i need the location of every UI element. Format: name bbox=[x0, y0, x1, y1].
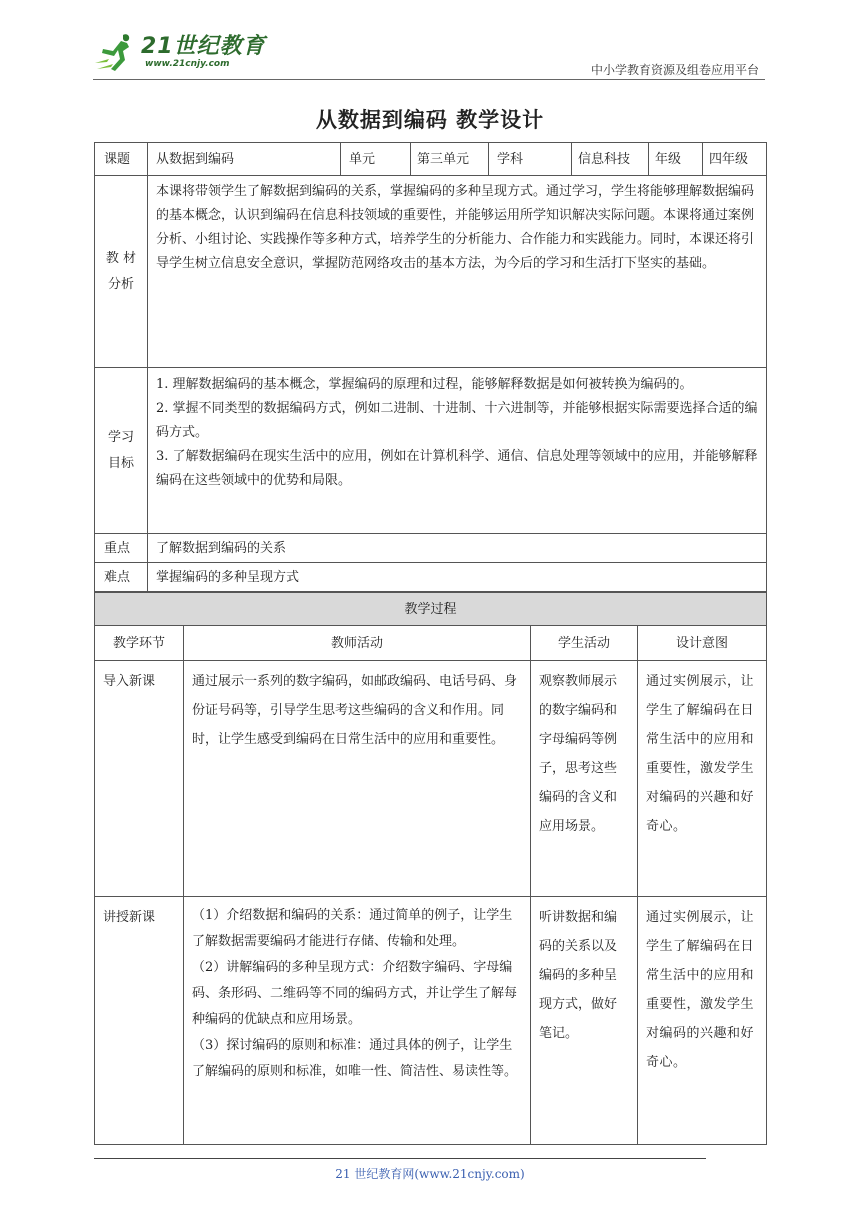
teaching-process-table bbox=[94, 592, 767, 1145]
key-label: 重点 bbox=[95, 534, 148, 563]
analysis-label bbox=[95, 176, 148, 368]
unit-label: 单元 bbox=[341, 143, 411, 176]
goals-label-line2: 目标 bbox=[107, 455, 134, 471]
teacher-cell bbox=[184, 661, 531, 897]
goals-label-line1: 学习 bbox=[107, 429, 134, 445]
page-header bbox=[93, 28, 765, 80]
teacher-paragraph: （2）讲解编码的多种呈现方式：介绍数字编码、字母编码、条形码、二维码等不同的编码方式，并让学生了解每种编码的优缺点和应用场景。 bbox=[192, 960, 518, 1027]
goal-item: 1. 理解数据编码的基本概念，掌握编码的原理和过程，能够解释数据是如何被转换为编码的。 bbox=[156, 377, 693, 392]
footer-link[interactable]: 21 世纪教育网(www.21cnjy.com) bbox=[335, 1167, 525, 1181]
course-info-table bbox=[94, 142, 767, 592]
header-intent: 设计意图 bbox=[638, 626, 767, 661]
goals-label bbox=[95, 368, 148, 534]
teacher-paragraph: 通过展示一系列的数字编码，如邮政编码、电话号码、身份证号码等，引导学生思考这些编码的含义和作用。同时，让学生感受到编码在日常生活中的应用和重要性。 bbox=[192, 674, 518, 747]
unit-value: 第三单元 bbox=[411, 143, 489, 176]
student-cell: 听讲数据和编码的关系以及编码的多种呈现方式，做好笔记。 bbox=[531, 897, 638, 1145]
student-cell: 观察教师展示的数字编码和字母编码等例子，思考这些编码的含义和应用场景。 bbox=[531, 661, 638, 897]
stage-cell: 导入新课 bbox=[95, 661, 184, 897]
runner-logo-icon bbox=[93, 29, 139, 75]
logo bbox=[93, 28, 266, 76]
intent-cell: 通过实例展示，让学生了解编码在日常生活中的应用和重要性，激发学生对编码的兴趣和好奇心。 bbox=[638, 661, 767, 897]
teacher-cell bbox=[184, 897, 531, 1145]
footer-divider bbox=[94, 1158, 706, 1159]
teacher-paragraph: （3）探讨编码的原则和标准：通过具体的例子，让学生了解编码的原则和标准，如唯一性、简洁性、易读性等。 bbox=[192, 1038, 518, 1079]
process-title: 教学过程 bbox=[95, 593, 767, 626]
course-value: 从数据到编码 bbox=[148, 143, 341, 176]
analysis-label-text: 教 材 分析 bbox=[105, 250, 137, 292]
logo-url: www.21cnjy.com bbox=[145, 59, 230, 69]
difficulty-label: 难点 bbox=[95, 563, 148, 592]
analysis-text: 本课将带领学生了解数据到编码的关系，掌握编码的多种呈现方式。通过学习，学生将能够理解数据编码的基本概念，认识到编码在信息科技领域的重要性，并能够运用所学知识解决实际问题。本课将通过案例分析、小组讨论、实践操作等多种方式，培养学生的分析能力、合作能力和实践能力。同时，本课还将引导学生树立信息安全意识，掌握防范网络攻击的基本方法，为今后的学习和生活打下坚实的基础。 bbox=[148, 176, 767, 368]
course-label: 课题 bbox=[95, 143, 148, 176]
goal-item: 2. 掌握不同类型的数据编码方式，例如二进制、十进制、十六进制等，并能够根据实际需要选择合适的编码方式。 bbox=[156, 401, 758, 440]
goal-item: 3. 了解数据编码在现实生活中的应用，例如在计算机科学、通信、信息处理等领域中的应用，并能够解释编码在这些领域中的优势和局限。 bbox=[156, 449, 758, 488]
goals-list bbox=[148, 368, 767, 534]
header-divider bbox=[93, 79, 765, 80]
grade-label: 年级 bbox=[649, 143, 703, 176]
table-row bbox=[95, 661, 767, 897]
logo-title: 21世纪教育 bbox=[141, 34, 266, 59]
header-stage: 教学环节 bbox=[95, 626, 184, 661]
header-teacher: 教师活动 bbox=[184, 626, 531, 661]
subject-value: 信息科技 bbox=[572, 143, 649, 176]
teacher-paragraph: （1）介绍数据和编码的关系：通过简单的例子，让学生了解数据需要编码才能进行存储、传输和处理。 bbox=[192, 908, 513, 949]
table-row bbox=[95, 897, 767, 1145]
key-value: 了解数据到编码的关系 bbox=[148, 534, 767, 563]
platform-name: 中小学教育资源及组卷应用平台 bbox=[590, 63, 759, 77]
document-title: 从数据到编码 教学设计 bbox=[315, 108, 545, 132]
difficulty-value: 掌握编码的多种呈现方式 bbox=[148, 563, 767, 592]
grade-value: 四年级 bbox=[703, 143, 767, 176]
stage-cell: 讲授新课 bbox=[95, 897, 184, 1145]
subject-label: 学科 bbox=[489, 143, 572, 176]
header-student: 学生活动 bbox=[531, 626, 638, 661]
intent-cell: 通过实例展示，让学生了解编码在日常生活中的应用和重要性，激发学生对编码的兴趣和好奇心。 bbox=[638, 897, 767, 1145]
